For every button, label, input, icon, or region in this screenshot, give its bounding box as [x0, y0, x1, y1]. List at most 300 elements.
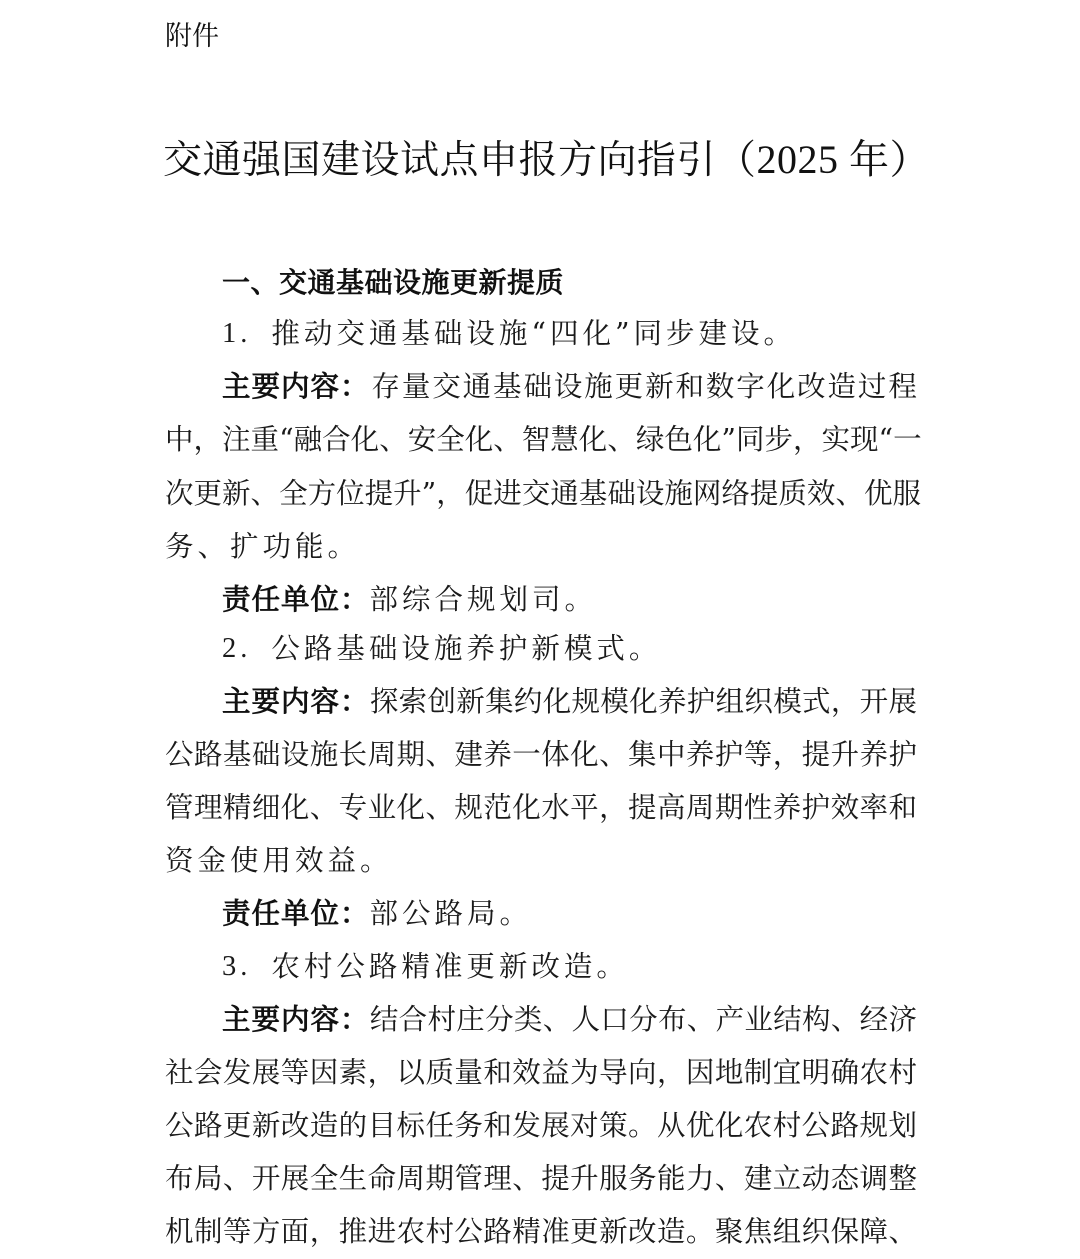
glyph: 策	[599, 1109, 628, 1142]
glyph: 务	[628, 1162, 657, 1195]
glyph: 优	[685, 1109, 715, 1142]
glyph: 中	[165, 423, 194, 456]
glyph: 周	[367, 738, 397, 771]
glyph: 化	[578, 423, 608, 456]
glyph: 护	[686, 685, 716, 718]
glyph: 的	[338, 1109, 368, 1142]
glyph: 服	[599, 1162, 628, 1195]
glyph: 基	[222, 738, 252, 771]
glyph: 和	[675, 370, 704, 403]
glyph: 注	[222, 423, 251, 456]
glyph: 过	[857, 370, 887, 403]
glyph: 改	[628, 1215, 657, 1248]
glyph: 。	[628, 1109, 657, 1142]
glyph: ，	[436, 477, 465, 510]
glyph: 平	[570, 791, 599, 824]
glyph: 济	[888, 1003, 917, 1036]
glyph: 化	[570, 738, 599, 771]
glyph: 组	[772, 1215, 802, 1248]
glyph: 重	[250, 423, 280, 456]
glyph: 集	[628, 738, 657, 771]
glyph: 类	[513, 1003, 543, 1036]
glyph: 实	[821, 423, 851, 456]
content-line	[222, 675, 917, 729]
glyph: 、	[542, 1003, 572, 1036]
glyph: 方	[307, 477, 337, 510]
glyph: 和	[888, 791, 917, 824]
glyph: 施	[664, 477, 693, 510]
glyph: 调	[859, 1162, 889, 1195]
glyph: 路	[193, 738, 223, 771]
glyph: 升	[830, 738, 860, 771]
glyph: 布	[657, 1003, 687, 1036]
glyph: 农	[859, 1056, 889, 1089]
glyph: 率	[859, 791, 889, 824]
glyph: 集	[485, 685, 514, 718]
glyph: 索	[398, 685, 428, 718]
glyph: 分	[629, 1003, 658, 1036]
glyph: 升	[393, 477, 422, 510]
glyph: 质	[778, 477, 807, 510]
glyph: 确	[830, 1056, 860, 1089]
glyph: 开	[251, 1162, 281, 1195]
content-line	[165, 1099, 917, 1153]
glyph: 。	[685, 1215, 715, 1248]
glyph: 期	[396, 738, 426, 771]
glyph: 路	[193, 1109, 223, 1142]
glyph: 一	[893, 423, 922, 456]
glyph: 开	[859, 685, 889, 718]
glyph: 设	[280, 738, 310, 771]
glyph: 更	[193, 477, 223, 510]
glyph: 进	[367, 1215, 397, 1248]
content-line	[165, 520, 917, 574]
glyph: 、	[425, 791, 454, 824]
glyph: 升	[570, 1162, 599, 1195]
glyph: 网	[692, 477, 722, 510]
glyph: 管	[454, 1162, 483, 1195]
glyph: 新	[599, 1215, 628, 1248]
glyph: 目	[367, 1109, 397, 1142]
glyph: 安	[407, 423, 437, 456]
glyph: 通	[462, 370, 492, 403]
glyph: 字	[736, 370, 765, 403]
glyph: 约	[513, 685, 543, 718]
glyph: 养	[772, 791, 802, 824]
glyph: 探	[369, 685, 399, 718]
glyph: 保	[830, 1215, 860, 1248]
glyph: 基	[493, 370, 522, 403]
glyph: 现	[850, 423, 879, 456]
glyph: 等	[280, 1056, 310, 1089]
glyph: 布	[165, 1162, 194, 1195]
title-year: （2025 年）	[716, 137, 931, 182]
glyph: 期	[714, 791, 744, 824]
glyph: 方	[251, 1215, 281, 1248]
glyph: 新	[251, 1109, 281, 1142]
glyph: 设	[553, 370, 583, 403]
glyph: 能	[656, 1162, 686, 1195]
glyph: 专	[338, 791, 368, 824]
glyph: 施	[309, 738, 339, 771]
glyph: 、	[830, 1003, 860, 1036]
glyph: 模	[773, 685, 802, 718]
glyph: “	[279, 423, 294, 456]
glyph: 周	[685, 791, 715, 824]
glyph: 智	[521, 423, 551, 456]
glyph: 养	[483, 738, 512, 771]
glyph: 位	[336, 477, 365, 510]
glyph: 服	[892, 477, 921, 510]
glyph: 机	[165, 1215, 194, 1248]
glyph: 导	[599, 1056, 628, 1089]
glyph: 更	[570, 1215, 599, 1248]
glyph: 等	[222, 1215, 252, 1248]
glyph: 化	[766, 370, 796, 403]
glyph: 以	[396, 1056, 426, 1089]
glyph: 提	[364, 477, 394, 510]
glyph: 化	[280, 791, 310, 824]
glyph: 精	[222, 791, 252, 824]
glyph: 等	[743, 738, 773, 771]
glyph: 创	[427, 685, 456, 718]
glyph: 、	[714, 1162, 744, 1195]
responsible-unit: 部综合规划司。	[369, 583, 598, 616]
glyph: 、	[379, 423, 408, 456]
glyph: 通	[550, 477, 579, 510]
document-title	[163, 134, 930, 187]
content-line	[222, 993, 917, 1047]
glyph: 水	[541, 791, 570, 824]
glyph: 、	[425, 738, 454, 771]
item-title-text: 推动交通基础设施“四化”同步建设。	[271, 317, 797, 350]
glyph: 农	[743, 1109, 773, 1142]
glyph: 公	[454, 1215, 483, 1248]
glyph: 向	[628, 1056, 657, 1089]
glyph: 建	[454, 738, 483, 771]
glyph: 益	[541, 1056, 570, 1089]
responsible-line	[222, 573, 917, 627]
glyph: 提	[541, 1162, 570, 1195]
item-title-text: 公路基础设施养护新模式。	[271, 632, 662, 665]
glyph: 施	[584, 370, 613, 403]
glyph: 促	[464, 477, 494, 510]
glyph: 护	[801, 791, 831, 824]
glyph: 态	[830, 1162, 860, 1195]
content-line	[165, 413, 922, 467]
glyph: 造	[827, 370, 857, 403]
glyph: 提	[749, 477, 779, 510]
glyph: 提	[628, 791, 657, 824]
glyph: 公	[165, 1109, 194, 1142]
item-title-text: 农村公路精准更新改造。	[271, 950, 629, 983]
glyph: 任	[425, 1109, 454, 1142]
responsible-unit: 部公路局。	[369, 897, 533, 930]
glyph: 化	[629, 685, 658, 718]
glyph: 新	[645, 370, 674, 403]
glyph: 生	[338, 1162, 368, 1195]
glyph: 局	[193, 1162, 223, 1195]
content-text: 务、扩功能。	[165, 530, 361, 563]
glyph: 础	[607, 477, 636, 510]
glyph: 标	[396, 1109, 426, 1142]
glyph: 造	[656, 1215, 686, 1248]
glyph: 改	[797, 370, 826, 403]
glyph: “	[878, 423, 894, 456]
glyph: 展	[888, 685, 917, 718]
glyph: 、	[493, 423, 522, 456]
glyph: 存	[371, 370, 400, 403]
glyph: ，	[367, 1056, 397, 1089]
glyph: 庄	[456, 1003, 485, 1036]
glyph: 路	[830, 1109, 860, 1142]
glyph: 高	[656, 791, 686, 824]
glyph: 结	[773, 1003, 802, 1036]
glyph: 织	[801, 1215, 831, 1248]
glyph: 业	[744, 1003, 773, 1036]
glyph: 人	[571, 1003, 601, 1036]
glyph: 一	[512, 738, 541, 771]
glyph: 化	[692, 423, 722, 456]
glyph: 公	[165, 738, 194, 771]
glyph: 养	[657, 685, 687, 718]
glyph: 规	[454, 791, 483, 824]
glyph: 产	[715, 1003, 745, 1036]
glyph: 准	[541, 1215, 570, 1248]
glyph: 色	[664, 423, 693, 456]
glyph: 合	[322, 423, 351, 456]
item-number: 1.	[222, 318, 252, 349]
glyph: 和	[483, 1109, 512, 1142]
glyph: 化	[512, 791, 541, 824]
glyph: ，	[193, 423, 223, 456]
item-title	[222, 622, 917, 676]
glyph: 优	[863, 477, 893, 510]
glyph: 村	[772, 1109, 802, 1142]
glyph: 务	[454, 1109, 483, 1142]
glyph: 、	[250, 477, 280, 510]
glyph: 合	[398, 1003, 428, 1036]
glyph: 程	[888, 370, 917, 403]
glyph: 整	[888, 1162, 917, 1195]
item-title	[222, 307, 917, 361]
content-line	[165, 1046, 917, 1100]
glyph: 、	[309, 791, 339, 824]
glyph: 交	[521, 477, 551, 510]
glyph: 护	[714, 738, 744, 771]
glyph: 更	[614, 370, 644, 403]
content-line	[165, 1205, 917, 1259]
glyph: 数	[705, 370, 735, 403]
glyph: 织	[744, 685, 773, 718]
glyph: ，	[656, 1056, 686, 1089]
glyph: 化	[464, 423, 494, 456]
glyph: 为	[570, 1056, 599, 1089]
glyph: 障	[859, 1215, 889, 1248]
glyph: 理	[193, 791, 223, 824]
glyph: 改	[280, 1109, 310, 1142]
glyph: 面	[280, 1215, 310, 1248]
glyph: 步	[764, 423, 793, 456]
glyph: 公	[801, 1109, 831, 1142]
content-line	[165, 1152, 917, 1206]
glyph: 宜	[772, 1056, 802, 1089]
glyph: 对	[570, 1109, 599, 1142]
glyph: 地	[714, 1056, 744, 1089]
glyph: 同	[735, 423, 765, 456]
glyph: 发	[512, 1109, 541, 1142]
glyph: 设	[635, 477, 665, 510]
glyph: 、	[599, 738, 628, 771]
glyph: 划	[888, 1109, 917, 1142]
glyph: 发	[222, 1056, 252, 1089]
glyph: 口	[600, 1003, 629, 1036]
glyph: 范	[483, 791, 512, 824]
content-label: 主要内容：	[222, 1003, 370, 1036]
glyph: ”	[421, 477, 437, 510]
glyph: 化	[714, 1109, 744, 1142]
item-number: 2.	[222, 633, 252, 664]
glyph: ”	[721, 423, 736, 456]
glyph: 量	[401, 370, 431, 403]
glyph: 础	[523, 370, 552, 403]
glyph: 、	[607, 423, 636, 456]
glyph: 络	[721, 477, 750, 510]
glyph: 制	[743, 1056, 773, 1089]
glyph: ，	[599, 791, 628, 824]
content-line	[165, 728, 917, 782]
content-text: 资金使用效益。	[165, 844, 393, 877]
title-text: 交通强国建设试点申报方向指引	[163, 138, 717, 183]
glyph: 、	[512, 1162, 541, 1195]
glyph: 管	[165, 791, 194, 824]
glyph: 更	[222, 1109, 252, 1142]
glyph: 质	[425, 1056, 454, 1089]
glyph: 绿	[635, 423, 665, 456]
glyph: 力	[685, 1162, 715, 1195]
glyph: 模	[600, 685, 629, 718]
glyph: 交	[432, 370, 461, 403]
glyph: 效	[512, 1056, 541, 1089]
glyph: 效	[806, 477, 836, 510]
glyph: 慧	[550, 423, 579, 456]
glyph: 制	[193, 1215, 223, 1248]
glyph: 提	[801, 738, 831, 771]
glyph: 精	[512, 1215, 541, 1248]
glyph: ，	[772, 738, 802, 771]
glyph: ，	[309, 1215, 339, 1248]
glyph: 和	[483, 1056, 512, 1089]
attachment-label: 附件	[165, 21, 219, 52]
glyph: 体	[541, 738, 570, 771]
glyph: 新	[456, 685, 485, 718]
glyph: 量	[454, 1056, 483, 1089]
glyph: 全	[279, 477, 308, 510]
glyph: 明	[801, 1056, 831, 1089]
glyph: 、	[686, 1003, 716, 1036]
content-line	[222, 360, 917, 414]
glyph: 基	[578, 477, 608, 510]
glyph: 建	[743, 1162, 773, 1195]
glyph: 期	[425, 1162, 454, 1195]
content-line	[165, 834, 917, 888]
glyph: 、	[222, 1162, 252, 1195]
item-title	[222, 940, 917, 994]
glyph: 组	[715, 685, 745, 718]
glyph: 化	[396, 791, 426, 824]
glyph: 构	[802, 1003, 831, 1036]
glyph: 性	[743, 791, 773, 824]
content-line	[165, 781, 917, 835]
glyph: 因	[685, 1056, 715, 1089]
glyph: 新	[222, 477, 251, 510]
glyph: 从	[656, 1109, 686, 1142]
glyph: 村	[427, 1003, 456, 1036]
glyph: 推	[338, 1215, 368, 1248]
glyph: 养	[685, 738, 715, 771]
glyph: 因	[309, 1056, 339, 1089]
section-heading: 一、交通基础设施更新提质	[222, 266, 565, 299]
responsible-line	[222, 887, 917, 941]
glyph: 展	[280, 1162, 310, 1195]
glyph: ，	[792, 423, 822, 456]
glyph: 经	[859, 1003, 889, 1036]
glyph: 聚	[714, 1215, 744, 1248]
glyph: 焦	[743, 1215, 773, 1248]
glyph: 中	[656, 738, 686, 771]
glyph: 立	[772, 1162, 802, 1195]
glyph: 村	[888, 1056, 917, 1089]
glyph: 化	[542, 685, 572, 718]
glyph: 、	[835, 477, 864, 510]
glyph: 素	[338, 1056, 368, 1089]
glyph: 护	[888, 738, 917, 771]
glyph: 式	[802, 685, 831, 718]
responsible-label: 责任单位：	[222, 897, 370, 930]
glyph: 社	[165, 1056, 194, 1089]
glyph: 分	[485, 1003, 514, 1036]
content-label: 主要内容：	[222, 370, 370, 403]
glyph: 效	[830, 791, 860, 824]
glyph: 全	[309, 1162, 339, 1195]
glyph: 展	[541, 1109, 570, 1142]
glyph: ，	[830, 685, 860, 718]
glyph: 造	[309, 1109, 339, 1142]
glyph: 养	[859, 738, 889, 771]
glyph: 规	[859, 1109, 889, 1142]
glyph: 业	[367, 791, 397, 824]
glyph: 结	[369, 1003, 399, 1036]
glyph: 村	[425, 1215, 454, 1248]
item-number: 3.	[222, 951, 252, 982]
glyph: 长	[338, 738, 368, 771]
glyph: 展	[251, 1056, 281, 1089]
glyph: 理	[483, 1162, 512, 1195]
glyph: 会	[193, 1056, 223, 1089]
content-label: 主要内容：	[222, 685, 370, 718]
glyph: 、	[888, 1215, 917, 1248]
glyph: 础	[251, 738, 281, 771]
glyph: 全	[436, 423, 465, 456]
glyph: 细	[251, 791, 281, 824]
glyph: 路	[483, 1215, 512, 1248]
glyph: 农	[396, 1215, 426, 1248]
glyph: 动	[801, 1162, 831, 1195]
content-line	[165, 467, 921, 521]
glyph: 次	[165, 477, 194, 510]
responsible-label: 责任单位：	[222, 583, 370, 616]
glyph: 融	[293, 423, 323, 456]
